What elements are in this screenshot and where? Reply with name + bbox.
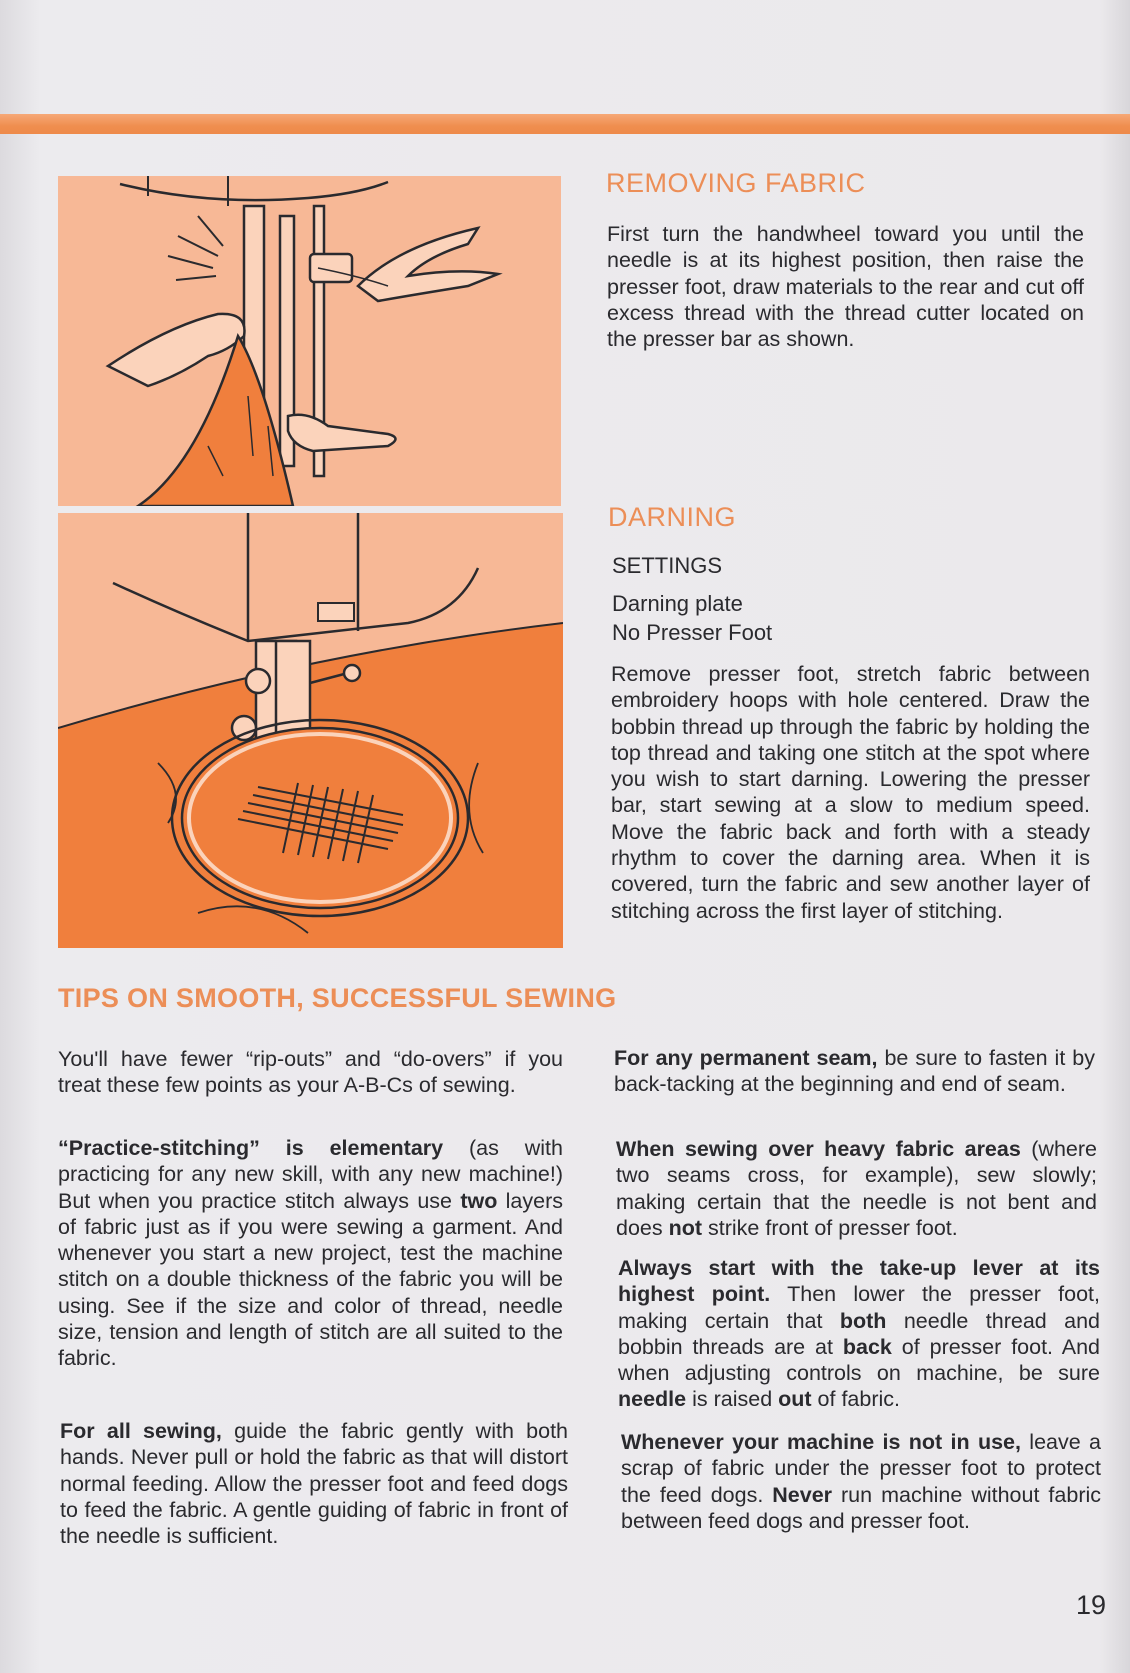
tips-title: TIPS ON SMOOTH, SUCCESSFUL SEWING: [58, 983, 617, 1013]
darning-body: Remove presser foot, stretch fabric between embroidery hoops with hole centered. Draw the bobbin thread up through the fabric by holding the top thread and taking one stitch at the spot where you wish to start darning. Lowering the presser bar, start sewing at a slow to medium speed. Move the fabric back and forth with a steady rhythm to cover the darning area. When it is covered, turn the fabric and sew another layer of stitching across the first layer of stitching.: [611, 662, 1090, 923]
tip-take-up-lever: Always start with the take-up lever at its highest point. Then lower the presser foot, making certain that both needle thread and bobbin threads are at back of presser foot. And when adjusting controls on machine, be sure needle is raised out of fabric.: [618, 1256, 1100, 1412]
removing-fabric-illustration: [58, 176, 561, 506]
removing-fabric-heading: REMOVING FABRIC: [606, 168, 866, 198]
darning-setting-plate: Darning plate: [612, 591, 743, 616]
tip-permanent-seam: For any permanent seam, be sure to fasten it by back-tacking at the beginning and end of seam.: [614, 1046, 1095, 1097]
tip-practice-stitching: “Practice-stitching” is elementary (as with practicing for any new skill, with any new machine!) But when you practice stitch always use two layers of fabric just as if you were sewing a garment. And whenever you start a new project, test the machine stitch on a double thickness of the fabric you will be using. See if the size and color of thread, needle size, tension and length of stitch are all suited to the fabric.: [58, 1136, 563, 1371]
tip-not-in-use: Whenever your machine is not in use, leave a scrap of fabric under the presser foot to protect the feed dogs. Never run machine without fabric between feed dogs and presser foot.: [621, 1430, 1102, 1533]
tip-heavy-fabric: When sewing over heavy fabric areas (where two seams cross, for example), sew slowly; making certain that the needle is not bent and does not strike front of presser foot.: [616, 1137, 1097, 1240]
darning-heading: DARNING: [608, 502, 737, 532]
page-number: 19: [1076, 1590, 1107, 1620]
tip-all-sewing: For all sewing, guide the fabric gently with both hands. Never pull or hold the fabric as that will distort normal feeding. Allow the presser foot and feed dogs to feed the fabric. A gentle guiding of fabric in front of the needle is sufficient.: [60, 1419, 569, 1549]
darning-illustration: [58, 513, 563, 948]
darning-setting-foot: No Presser Foot: [612, 620, 773, 645]
darning-settings-label: SETTINGS: [612, 553, 723, 578]
tips-intro: You'll have fewer “rip-outs” and “do-overs” if you treat these few points as your A-B-Cs of sewing.: [58, 1047, 563, 1098]
removing-fabric-body: First turn the handwheel toward you until the needle is at its highest position, then raise the presser foot, draw materials to the rear and cut off excess thread with the thread cutter located on the presser bar as shown.: [607, 222, 1084, 352]
orange-header-band: [0, 114, 1130, 134]
